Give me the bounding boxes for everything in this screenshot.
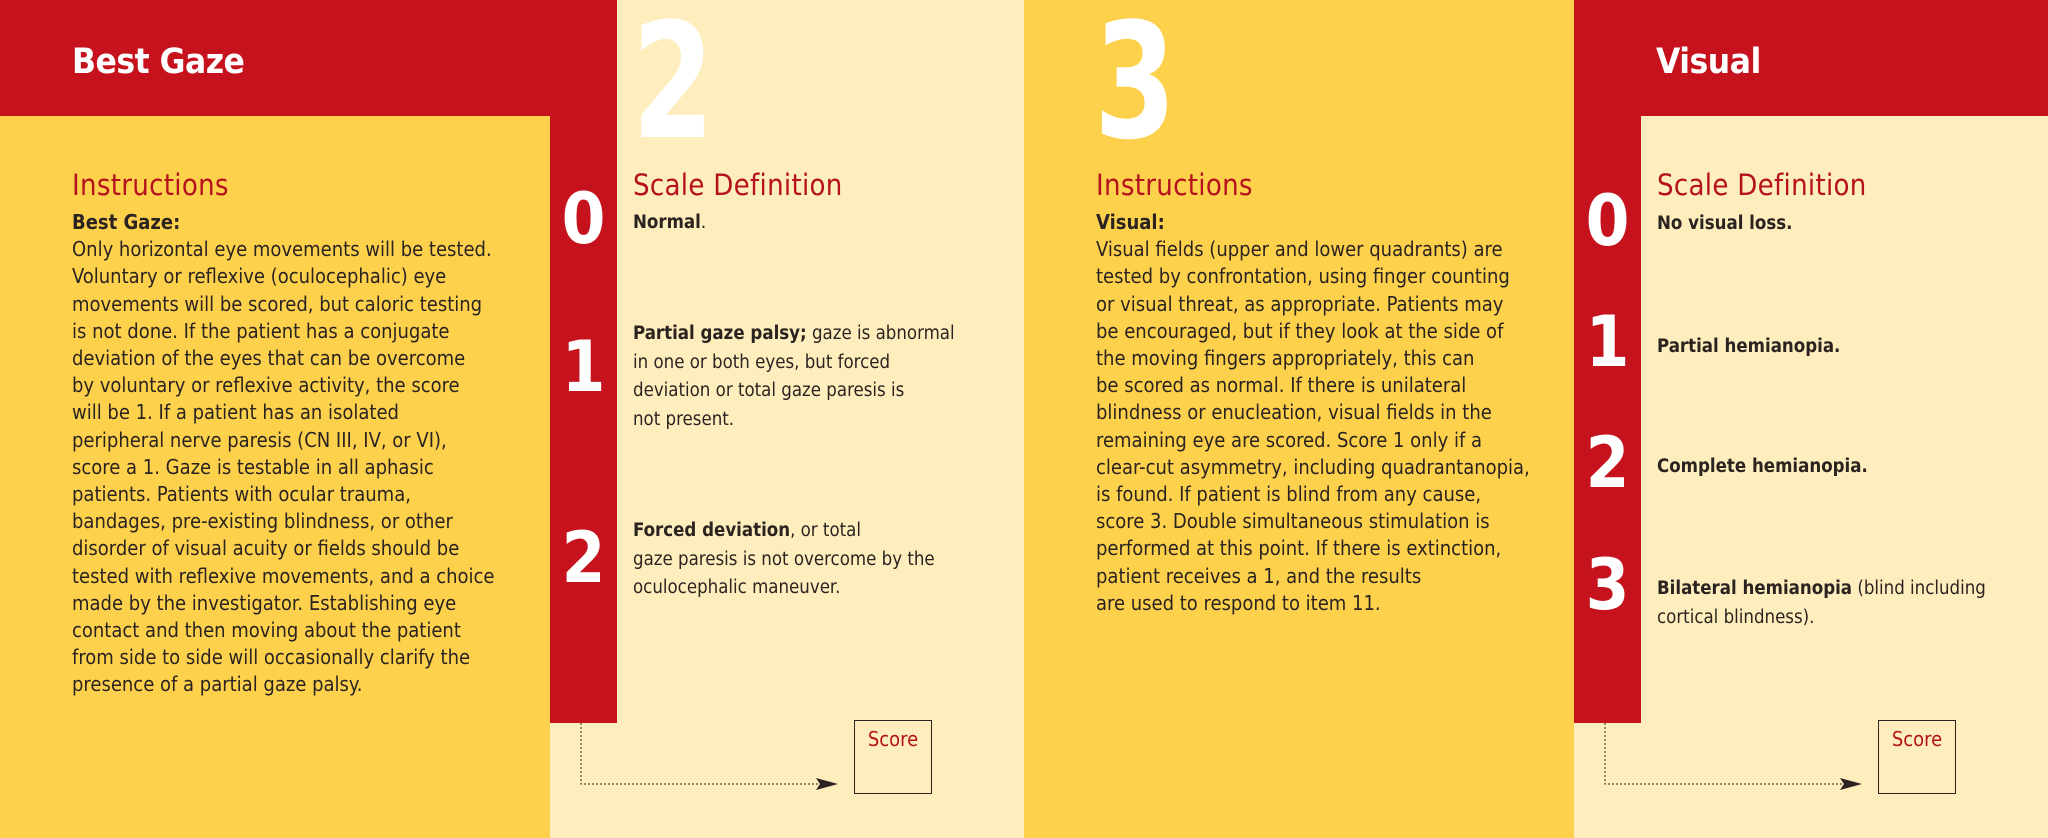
visual-score-2-definition xyxy=(1657,453,1997,482)
instructions-line: be scored as normal. If there is unilateral xyxy=(1096,373,1467,398)
instructions-line: score 3. Double simultaneous stimulation is xyxy=(1096,509,1490,534)
visual-score-3-number: 3 xyxy=(1585,544,1630,626)
definition-line: gaze paresis is not overcome by the xyxy=(633,548,935,570)
score-1-definition xyxy=(633,320,973,434)
instructions-line: peripheral nerve paresis (CN III, IV, or VI), xyxy=(72,427,447,452)
definition-bold: Complete hemianopia. xyxy=(1657,456,1868,477)
visual-score-3-definition xyxy=(1657,575,2017,632)
instructions-line: performed at this point. If there is extinction, xyxy=(1096,536,1502,561)
item-number-2: 2 xyxy=(632,0,715,175)
instructions-line: bandages, pre-existing blindness, or other xyxy=(72,509,453,534)
instructions-line: patients. Patients with ocular trauma, xyxy=(72,482,411,507)
instructions-line: score a 1. Gaze is testable in all aphasic xyxy=(72,454,434,479)
visual-score-2-number: 2 xyxy=(1585,422,1630,504)
visual-scale-heading: Scale Definition xyxy=(1657,168,1867,202)
instructions-line: will be 1. If a patient has an isolated xyxy=(72,400,399,425)
instructions-line: is found. If patient is blind from any cause, xyxy=(1096,482,1482,507)
definition-bold: Normal xyxy=(633,212,701,233)
visual-instructions-text xyxy=(1096,209,1566,617)
score-2-definition xyxy=(633,517,973,603)
item-number-3: 3 xyxy=(1094,0,1177,175)
instructions-line: remaining eye are scored. Score 1 only if a xyxy=(1096,427,1483,452)
instructions-line: clear-cut asymmetry, including quadrantanopia, xyxy=(1096,454,1530,479)
visual-header-bar xyxy=(1574,0,2048,116)
definition-rest: , or total xyxy=(790,520,861,541)
best-gaze-instructions-heading: Instructions xyxy=(72,168,229,202)
visual-score-1-definition xyxy=(1657,333,1997,362)
instructions-line: are used to respond to item 11. xyxy=(1096,590,1381,615)
instructions-line: Voluntary or reflexive (oculocephalic) eye xyxy=(72,264,447,289)
best-gaze-instructions-text xyxy=(72,209,542,699)
instructions-line: blindness or enucleation, visual fields in the xyxy=(1096,400,1492,425)
score-box-label: Score xyxy=(867,727,919,751)
instructions-line: Only horizontal eye movements will be tested. xyxy=(72,237,492,262)
definition-bold: Forced deviation xyxy=(633,520,791,541)
visual-label: Visual: xyxy=(1096,210,1165,234)
score-0-number: 0 xyxy=(561,178,606,260)
instructions-line: patient receives a 1, and the results xyxy=(1096,563,1422,588)
visual-scale-panel xyxy=(1574,0,2048,838)
instructions-line: or visual threat, as appropriate. Patients may xyxy=(1096,291,1504,316)
instructions-line: by voluntary or reflexive activity, the score xyxy=(72,373,460,398)
definition-rest: . xyxy=(700,212,707,233)
definition-line: deviation or total gaze paresis is xyxy=(633,380,905,401)
best-gaze-score-box[interactable] xyxy=(854,720,932,794)
instructions-line: contact and then moving about the patient xyxy=(72,618,461,643)
instructions-line: disorder of visual acuity or fields should be xyxy=(72,536,460,561)
visual-score-1-number: 1 xyxy=(1585,301,1630,383)
definition-rest: gaze is abnormal xyxy=(806,323,955,344)
best-gaze-arrow-icon xyxy=(580,723,840,789)
instructions-line: is not done. If the patient has a conjugate xyxy=(72,318,450,343)
instructions-line: from side to side will occasionally clarify the xyxy=(72,645,471,670)
best-gaze-scale-heading: Scale Definition xyxy=(633,168,843,202)
visual-title: Visual xyxy=(1656,42,1761,82)
visual-arrow-icon xyxy=(1604,723,1864,789)
instructions-line: tested by confrontation, using finger counting xyxy=(1096,264,1510,289)
definition-line: not present. xyxy=(633,408,735,430)
score-box-label: Score xyxy=(1891,727,1943,751)
definition-rest: (blind including xyxy=(1852,578,1986,599)
best-gaze-title: Best Gaze xyxy=(72,42,245,82)
visual-score-box[interactable] xyxy=(1878,720,1956,794)
definition-bold: Bilateral hemianopia xyxy=(1657,578,1853,599)
definition-line: cortical blindness). xyxy=(1657,606,1815,628)
score-0-definition xyxy=(633,209,963,238)
definition-line: oculocephalic maneuver. xyxy=(633,577,841,598)
instructions-line: the moving fingers appropriately, this can xyxy=(1096,346,1475,371)
visual-instructions-heading: Instructions xyxy=(1096,168,1253,202)
visual-score-0-number: 0 xyxy=(1585,180,1630,262)
score-2-number: 2 xyxy=(561,517,606,599)
instructions-line: deviation of the eyes that can be overcome xyxy=(72,346,466,371)
definition-bold: Partial hemianopia. xyxy=(1657,336,1841,357)
instructions-line: presence of a partial gaze palsy. xyxy=(72,672,363,697)
visual-score-0-definition xyxy=(1657,210,1997,239)
definition-bold: No visual loss. xyxy=(1657,213,1793,234)
instructions-line: tested with reflexive movements, and a choice xyxy=(72,563,495,588)
best-gaze-label: Best Gaze: xyxy=(72,210,181,234)
instructions-line: Visual fields (upper and lower quadrants) are xyxy=(1096,237,1503,262)
instructions-line: movements will be scored, but caloric testing xyxy=(72,291,483,316)
instructions-line: made by the investigator. Establishing eye xyxy=(72,590,457,615)
definition-line: in one or both eyes, but forced xyxy=(633,351,891,373)
instructions-line: be encouraged, but if they look at the side of xyxy=(1096,318,1504,343)
definition-bold: Partial gaze palsy; xyxy=(633,323,807,344)
score-1-number: 1 xyxy=(561,326,606,408)
